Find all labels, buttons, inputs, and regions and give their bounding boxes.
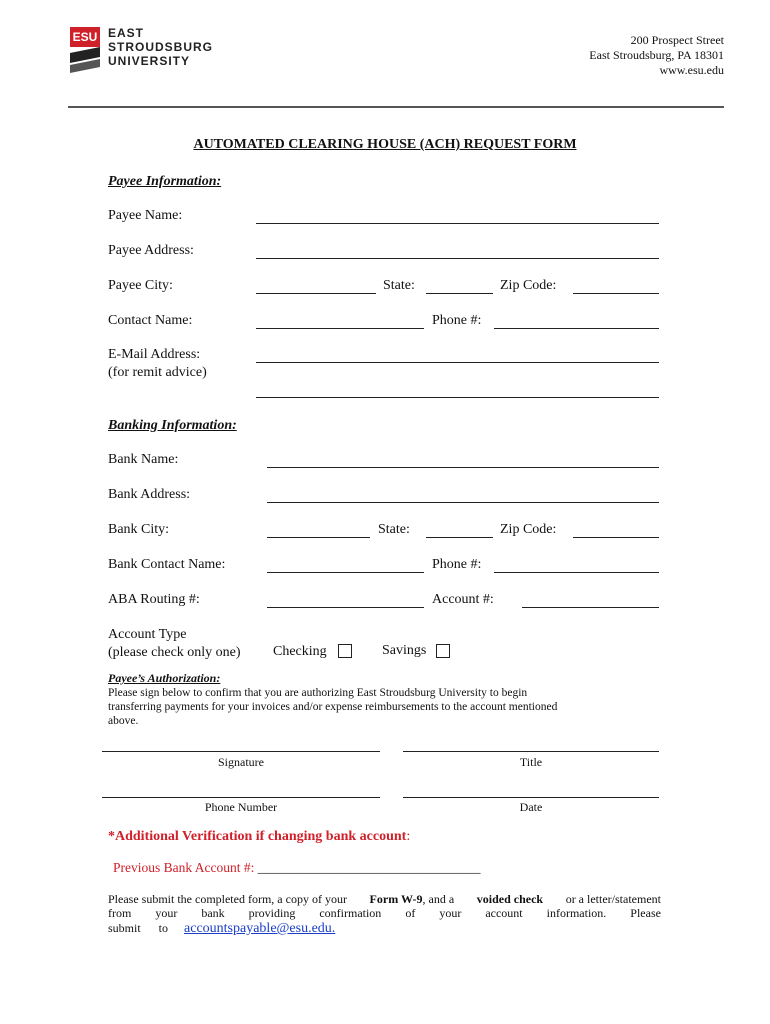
savings-label: Savings: [382, 643, 427, 658]
payee-phone-field[interactable]: [494, 328, 659, 329]
bank-zip-label: Zip Code:: [500, 522, 557, 537]
instructions-word: of: [405, 906, 416, 920]
payee-state-label: State:: [383, 278, 415, 293]
header-divider: [68, 106, 724, 108]
instructions-line-2: [108, 906, 661, 921]
verification-heading-colon: :: [406, 829, 411, 844]
bank-phone-label: Phone #:: [432, 557, 482, 572]
instructions-word: providing: [248, 906, 296, 920]
instructions-text-c: or a letter/statement: [565, 892, 661, 906]
accounts-payable-email-link[interactable]: accountspayable@esu.edu.: [184, 921, 336, 936]
instructions-word: Please: [630, 906, 661, 920]
payee-name-label: Payee Name:: [108, 208, 183, 223]
authorization-text: [108, 686, 668, 728]
instructions-word: confirmation: [319, 906, 382, 920]
bank-address-field[interactable]: [267, 502, 659, 503]
instructions-word: bank: [201, 906, 225, 920]
banking-heading: Banking Information:: [108, 418, 237, 433]
bank-name-label: Bank Name:: [108, 452, 179, 467]
previous-account-field[interactable]: _________________________________: [257, 860, 481, 875]
payee-city-label: Payee City:: [108, 278, 173, 293]
title-field[interactable]: [403, 751, 659, 752]
bank-phone-field[interactable]: [494, 572, 659, 573]
bank-city-field[interactable]: [267, 537, 370, 538]
email-sublabel: (for remit advice): [108, 365, 207, 380]
previous-account-row: [113, 860, 481, 876]
authorization-text-line: Please sign below to confirm that you are authorizing East Stroudsburg University to begin: [108, 687, 528, 699]
account-type-label: Account Type: [108, 627, 187, 642]
form-title: AUTOMATED CLEARING HOUSE (ACH) REQUEST FORM: [193, 137, 577, 152]
bank-state-field[interactable]: [426, 537, 493, 538]
verification-heading-text: *Additional Verification if changing bank account: [108, 829, 407, 844]
email-field-1[interactable]: [256, 362, 659, 363]
payee-address-field[interactable]: [256, 258, 659, 259]
contact-name-field[interactable]: [256, 328, 424, 329]
bank-address-label: Bank Address:: [108, 487, 191, 502]
esu-logo: [70, 25, 214, 75]
payee-zip-field[interactable]: [573, 293, 659, 294]
aba-routing-field[interactable]: [267, 607, 424, 608]
payee-zip-label: Zip Code:: [500, 278, 557, 293]
address-street: 200 Prospect Street: [630, 33, 724, 47]
account-number-label: Account #:: [432, 592, 494, 607]
payee-address-label: Payee Address:: [108, 243, 194, 258]
logo-badge: ESU: [70, 27, 100, 47]
instructions-line-3: [108, 921, 335, 937]
form-w9-text: Form W-9: [369, 892, 423, 906]
account-type-sublabel: (please check only one): [108, 645, 241, 660]
payee-heading: Payee Information:: [108, 174, 222, 189]
checking-checkbox[interactable]: [338, 644, 352, 658]
instructions-word: your: [439, 906, 462, 920]
aba-routing-label: ABA Routing #:: [108, 592, 200, 607]
instructions-to-word: to: [158, 921, 169, 935]
date-field[interactable]: [403, 797, 659, 798]
bank-state-label: State:: [378, 522, 410, 537]
authorization-heading: Payee’s Authorization:: [108, 671, 221, 685]
university-address: [589, 33, 724, 78]
logo-wordmark: [108, 26, 213, 68]
instructions-text-b: , and a: [422, 892, 455, 906]
email-label: E-Mail Address:: [108, 347, 201, 362]
bank-city-label: Bank City:: [108, 522, 170, 537]
contact-name-label: Contact Name:: [108, 313, 193, 328]
date-label: Date: [519, 800, 543, 814]
payee-name-field[interactable]: [256, 223, 659, 224]
logo-line-university: UNIVERSITY: [108, 54, 191, 68]
payee-city-field[interactable]: [256, 293, 376, 294]
logo-line-stroudsburg: STROUDSBURG: [108, 40, 214, 54]
voided-check-text: voided check: [476, 892, 544, 906]
instructions-submit-word: submit: [108, 921, 141, 935]
instructions-word: information.: [546, 906, 607, 920]
account-number-field[interactable]: [522, 607, 659, 608]
instructions-line-1: [108, 892, 661, 907]
authorization-text-line: transferring payments for your invoices and/or expense reimbursements to the account mentioned: [108, 701, 558, 713]
authorization-text-line: above.: [108, 715, 139, 727]
verification-heading: [108, 829, 410, 845]
title-label: Title: [519, 755, 543, 769]
phone-number-field[interactable]: [102, 797, 380, 798]
phone-number-label: Phone Number: [204, 800, 278, 814]
address-city: East Stroudsburg, PA 18301: [589, 48, 724, 62]
bank-contact-field[interactable]: [267, 572, 424, 573]
email-field-2[interactable]: [256, 397, 659, 398]
payee-state-field[interactable]: [426, 293, 493, 294]
logo-line-east: EAST: [108, 26, 145, 40]
address-website[interactable]: www.esu.edu: [659, 63, 724, 77]
instructions-word: account: [485, 906, 523, 920]
instructions-word: from: [108, 906, 132, 920]
instructions-word: your: [155, 906, 178, 920]
checking-label: Checking: [273, 644, 327, 659]
instructions-text-a: Please submit the completed form, a copy of your: [108, 892, 347, 906]
bank-zip-field[interactable]: [573, 537, 659, 538]
bank-contact-label: Bank Contact Name:: [108, 557, 226, 572]
logo-mark-icon: [70, 47, 102, 73]
signature-label: Signature: [218, 755, 264, 769]
previous-account-label: Previous Bank Account #:: [113, 860, 255, 875]
payee-phone-label: Phone #:: [432, 313, 482, 328]
signature-field[interactable]: [102, 751, 380, 752]
bank-name-field[interactable]: [267, 467, 659, 468]
savings-checkbox[interactable]: [436, 644, 450, 658]
